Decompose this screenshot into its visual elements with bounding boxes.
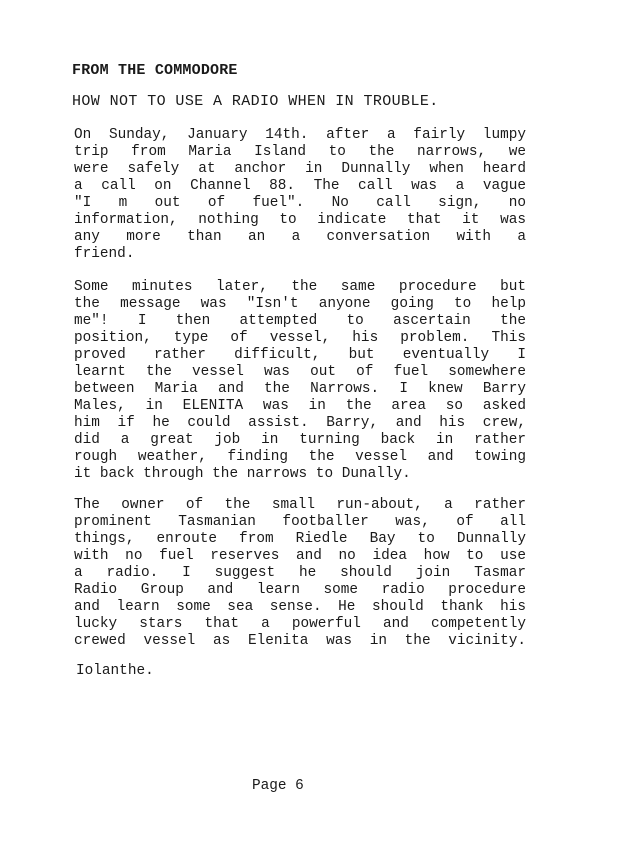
paragraph-line: proved rather difficult, but eventually I	[74, 347, 526, 363]
paragraph-line: prominent Tasmanian footballer was, of all	[74, 514, 526, 530]
paragraph-line: it back through the narrows to Dunally.	[74, 466, 411, 482]
paragraph-line: me"! I then attempted to ascertain the	[74, 313, 526, 329]
paragraph-line: did a great job in turning back in rather	[74, 432, 526, 448]
paragraph-line: friend.	[74, 246, 135, 262]
paragraph-line: Radio Group and learn some radio procedure	[74, 582, 526, 598]
paragraph-line: Some minutes later, the same procedure but	[74, 279, 526, 295]
paragraph-line: "I m out of fuel". No call sign, no	[74, 195, 526, 211]
paragraph-line: crewed vessel as Elenita was in the vicinity.	[74, 633, 526, 649]
paragraph-3	[74, 497, 526, 650]
paragraph-line: learnt the vessel was out of fuel somewhere	[74, 364, 526, 380]
paragraph-line: a call on Channel 88. The call was a vague	[74, 178, 526, 194]
paragraph-line: rough weather, finding the vessel and towing	[74, 449, 526, 465]
page-number: Page 6	[252, 778, 304, 794]
paragraph-line: the message was "Isn't anyone going to help	[74, 296, 526, 312]
paragraph-line: position, type of vessel, his problem. This	[74, 330, 526, 346]
article-heading: FROM THE COMMODORE	[72, 62, 238, 79]
paragraph-line: with no fuel reserves and no idea how to use	[74, 548, 526, 564]
paragraph-line: Males, in ELENITA was in the area so asked	[74, 398, 526, 414]
paragraph-1	[74, 127, 526, 263]
paragraph-line: The owner of the small run-about, a rather	[74, 497, 526, 513]
paragraph-line: and learn some sea sense. He should thank his	[74, 599, 526, 615]
paragraph-line: a radio. I suggest he should join Tasmar	[74, 565, 526, 581]
paragraph-line: things, enroute from Riedle Bay to Dunnally	[74, 531, 526, 547]
article-subheading: HOW NOT TO USE A RADIO WHEN IN TROUBLE.	[72, 93, 439, 110]
paragraph-line: between Maria and the Narrows. I knew Barry	[74, 381, 526, 397]
paragraph-line: trip from Maria Island to the narrows, we	[74, 144, 526, 160]
paragraph-line: information, nothing to indicate that it was	[74, 212, 526, 228]
paragraph-line: lucky stars that a powerful and competently	[74, 616, 526, 632]
paragraph-line: any more than an a conversation with a	[74, 229, 526, 245]
paragraph-line: On Sunday, January 14th. after a fairly lumpy	[74, 127, 526, 143]
paragraph-line: were safely at anchor in Dunnally when heard	[74, 161, 526, 177]
paragraph-line: him if he could assist. Barry, and his crew,	[74, 415, 526, 431]
paragraph-2	[74, 279, 526, 483]
signature: Iolanthe.	[76, 663, 154, 679]
